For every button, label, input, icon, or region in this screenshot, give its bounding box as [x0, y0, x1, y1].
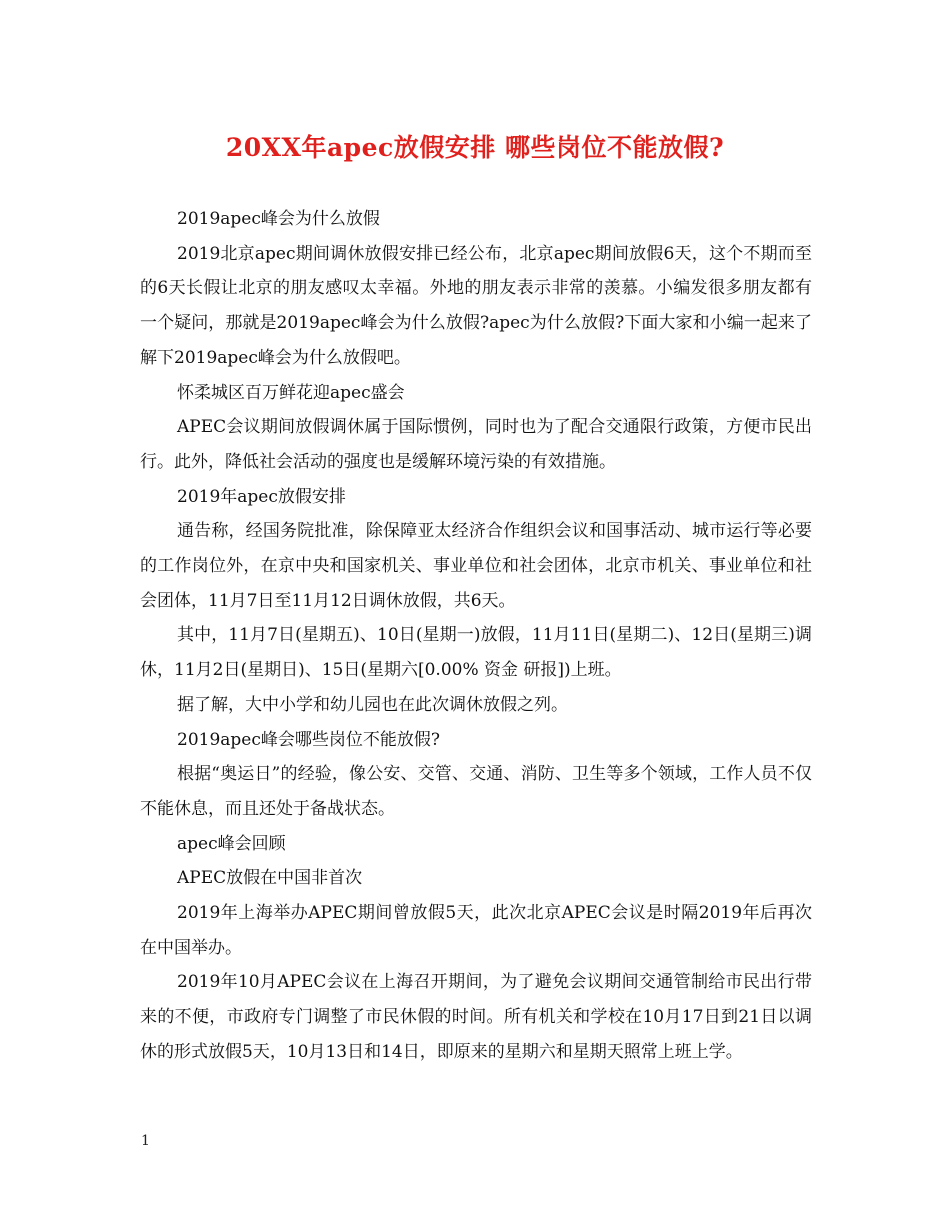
- paragraph: 其中，11月7日(星期五)、10日(星期一)放假，11月11日(星期二)、12日(星期三)调休，11月2日(星期日)、15日(星期六[0.00% 资金 研报])上班。: [140, 625, 812, 681]
- paragraph-heading: 2019apec峰会为什么放假: [177, 209, 380, 229]
- paragraph: 据了解，大中小学和幼儿园也在此次调休放假之列。: [177, 694, 568, 715]
- paragraph: 通告称，经国务院批准，除保障亚太经济合作组织会议和国事活动、城市运行等必要的工作岗位外，在京中央和国家机关、事业单位和社会团体，北京市机关、事业单位和社会团体，11月7日至11月12日调休放假，共6天。: [140, 521, 812, 611]
- paragraph-heading: 2019年apec放假安排: [177, 486, 346, 507]
- paragraph: 2019年10月APEC会议在上海召开期间，为了避免会议期间交通管制给市民出行带来的不便，市政府专门调整了市民休假的时间。所有机关和学校在10月17日到21日以调休的形式放假5天，10月13日和14日，即原来的星期六和星期天照常上班上学。: [140, 972, 812, 1062]
- paragraph-heading: 怀柔城区百万鲜花迎apec盛会: [177, 382, 405, 403]
- document-title: 20XX年apec放假安排 哪些岗位不能放假?: [225, 133, 725, 162]
- paragraph-heading: 2019apec峰会哪些岗位不能放假?: [177, 729, 440, 750]
- paragraph: 根据“奥运日”的经验，像公安、交管、交通、消防、卫生等多个领域，工作人员不仅不能休息，而且还处于备战状态。: [140, 764, 812, 819]
- paragraph-heading: APEC放假在中国非首次: [177, 868, 363, 889]
- paragraph: 2019北京apec期间调休放假安排已经公布，北京apec期间放假6天，这个不期而至的6天长假让北京的朋友感叹太幸福。外地的朋友表示非常的羡慕。小编发很多朋友都有一个疑问，那就是2019apec峰会为什么放假?apec为什么放假?下面大家和小编一起来了解下2019apec峰会为什么放假吧。: [140, 243, 812, 368]
- page-number: 1: [141, 1133, 150, 1149]
- paragraph-heading: apec峰会回顾: [177, 833, 286, 854]
- paragraph: APEC会议期间放假调休属于国际惯例，同时也为了配合交通限行政策，方便市民出行。此外，降低社会活动的强度也是缓解环境污染的有效措施。: [140, 417, 812, 472]
- document-body: [140, 202, 812, 1070]
- paragraph: 2019年上海举办APEC期间曾放假5天，此次北京APEC会议是时隔2019年后再次在中国举办。: [140, 903, 812, 958]
